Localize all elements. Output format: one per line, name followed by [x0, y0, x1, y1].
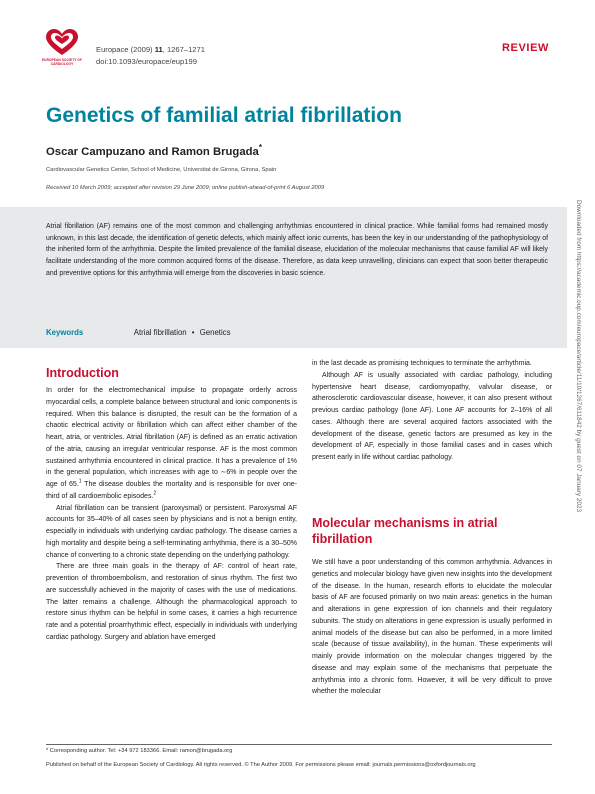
citation-ref[interactable]: 2: [153, 490, 157, 497]
keywords-label: Keywords: [46, 328, 84, 337]
abstract-text: Atrial fibrillation (AF) remains one of the most common and challenging arrhythmias encountered in clinical practice. While familial forms had remained mostly unknown, in this last decade, the identification of genetic defects, which mainly affect ionic currents, has been the key in our understanding of the pathophysiology of the inherited form of the arrhythmia. Despite the limited prevalence of the familial disease, elucidation of the molecular mechanisms that cause familial AF will likely facilitate understanding of the more common acquired forms of the disease. Therefore, as data keep unravelling, clinicians can expect that soon better therapeutic and preventive options for this arrhythmia will emerge from the discoveries in basic science.: [46, 223, 548, 277]
keyword: Genetics: [199, 328, 231, 337]
affiliation: Cardiovascular Genetics Center, School of Medicine, Universitat de Girona, Girona, Spain: [46, 167, 277, 173]
paragraph: We still have a poor understanding of this common arrhythmia. Advances in genetics and molecular biology have given new insights into the development of the disease. In the human, research efforts to elucidate the molecular basis of AF are focused primarily on two main areas: genetics in the human and alterations in gene expression of ion channels and their regulatory subunits. The study on alterations in gene expression is usually performed in animal models of the disease but can also be performed, in a more limited scale (because of tissue availability), in the human. These experiments will mainly provide information on the molecular changes triggered by the disease and may explain some of the mechanisms that perpetuate the arrhythmia into a chronic form. However, it will be very difficult to prove whether the molecular: [312, 559, 552, 696]
journal-volume: 11: [154, 45, 163, 54]
logo-text: EUROPEAN SOCIETY OF CARDIOLOGY: [41, 58, 83, 66]
right-column-lower: [312, 557, 552, 698]
journal-citation: [96, 44, 205, 68]
author-list: [46, 143, 262, 158]
paragraph: in the last decade as promising techniques to terminate the arrhythmia.: [312, 360, 532, 367]
keyword: Atrial fibrillation: [133, 328, 187, 337]
section-tag: REVIEW: [502, 42, 549, 54]
paragraph: There are three main goals in the therapy of AF: control of heart rate, prevention of thromboembolism, and restoration of sinus rhythm. The first two are successfully achieved in the majority of cases with the use of medications. The latter remains a challenge. Although the pharmacological approach to restore sinus rhythm can be helpful in some cases, it carries a high recurrence rate and a potential proarrhythmic effect, especially in individuals with underlying cardiac pathology. Surgery and ablation have emerged: [46, 563, 297, 641]
publication-notice: Published on behalf of the European Society of Cardiology. All rights reserved. © The Author 2009. For permissions please email: journals.permissions@oxfordjournals.org: [46, 762, 476, 768]
esc-logo: [42, 28, 82, 76]
paragraph: Atrial fibrillation can be transient (paroxysmal) or persistent. Paroxysmal AF accounts for 35–40% of all cases seen by physicians and is not a benign entity, especially in individuals with underlying cardiac pathology. The disease carries a high mortality and despite being a self-terminating arrhythmia, there is a 30–50% chance of converting to a chronic state depending on the underlying pathology.: [46, 504, 297, 559]
download-notice[interactable]: Downloaded from https://academic.oup.com/europace/article/11/10/1267/611842 by guest on 07 January 2023: [575, 200, 582, 513]
keyword-separator: •: [191, 328, 195, 337]
footer-divider: [46, 744, 552, 745]
paragraph: In order for the electromechanical impulse to propagate orderly across myocardial cells, a complete balance between structural and ionic components is required. When this balance is disrupted, the result can be the formation of a chaotic electrical activity or fibrillation which can affect either chamber of the heart, atria, or ventricles. Atrial fibrillation (AF) is defined as an erratic activation of the atria, causing an irregular ventricular response. AF is the most common sustained arrhythmia encountered in clinical practice. It has a prevalence of 1% in the general population, which increases with age to ∼6% in people over the age of 65.$^1$ The disease doubles the mortality and is responsible for over one-third of all cardioembolic episodes.$^2$: [46, 387, 297, 500]
paragraph: Although AF is usually associated with cardiac pathology, including hypertensive heart disease, cardiomyopathy, valvular disease, or atherosclerotic cardiovascular disease, however, it can also present without previous cardiac pathology (lone AF). Lone AF accounts for 2–16% of all cases. Although there are several acquired factors associated with the development of the disease, genetic factors are presumed as key in the development of AF, especially in those familial cases and in cases which present early in life without cardiac pathology.: [312, 371, 552, 461]
section-heading-introduction: Introduction: [46, 366, 119, 380]
keywords-row: [46, 328, 230, 337]
keywords-list: [134, 328, 231, 337]
section-heading-molecular-mechanisms: Molecular mechanisms in atrial fibrillation: [312, 516, 498, 546]
received-dates: Received 10 March 2009; accepted after revision 29 June 2009; online publish-ahead-of-print 6 August 2009: [46, 185, 325, 191]
heart-logo-icon: [42, 28, 82, 58]
corresponding-author-mark[interactable]: *: [258, 143, 262, 152]
journal-name: Europace (2009): [96, 45, 153, 54]
author-names: Oscar Campuzano and Ramon Brugada: [46, 145, 259, 158]
journal-pages: , 1267–1271: [162, 45, 205, 54]
left-column: [46, 385, 297, 644]
journal-doi[interactable]: doi:10.1093/europace/eup199: [96, 57, 197, 66]
right-column: [312, 358, 552, 464]
abstract-box: [0, 207, 567, 348]
citation-ref[interactable]: 1: [78, 478, 82, 485]
article-title: Genetics of familial atrial fibrillation: [46, 104, 402, 127]
corresponding-author-footnote: * Corresponding author. Tel: +34 972 183366. Email: ramon@brugada.org: [46, 748, 233, 754]
